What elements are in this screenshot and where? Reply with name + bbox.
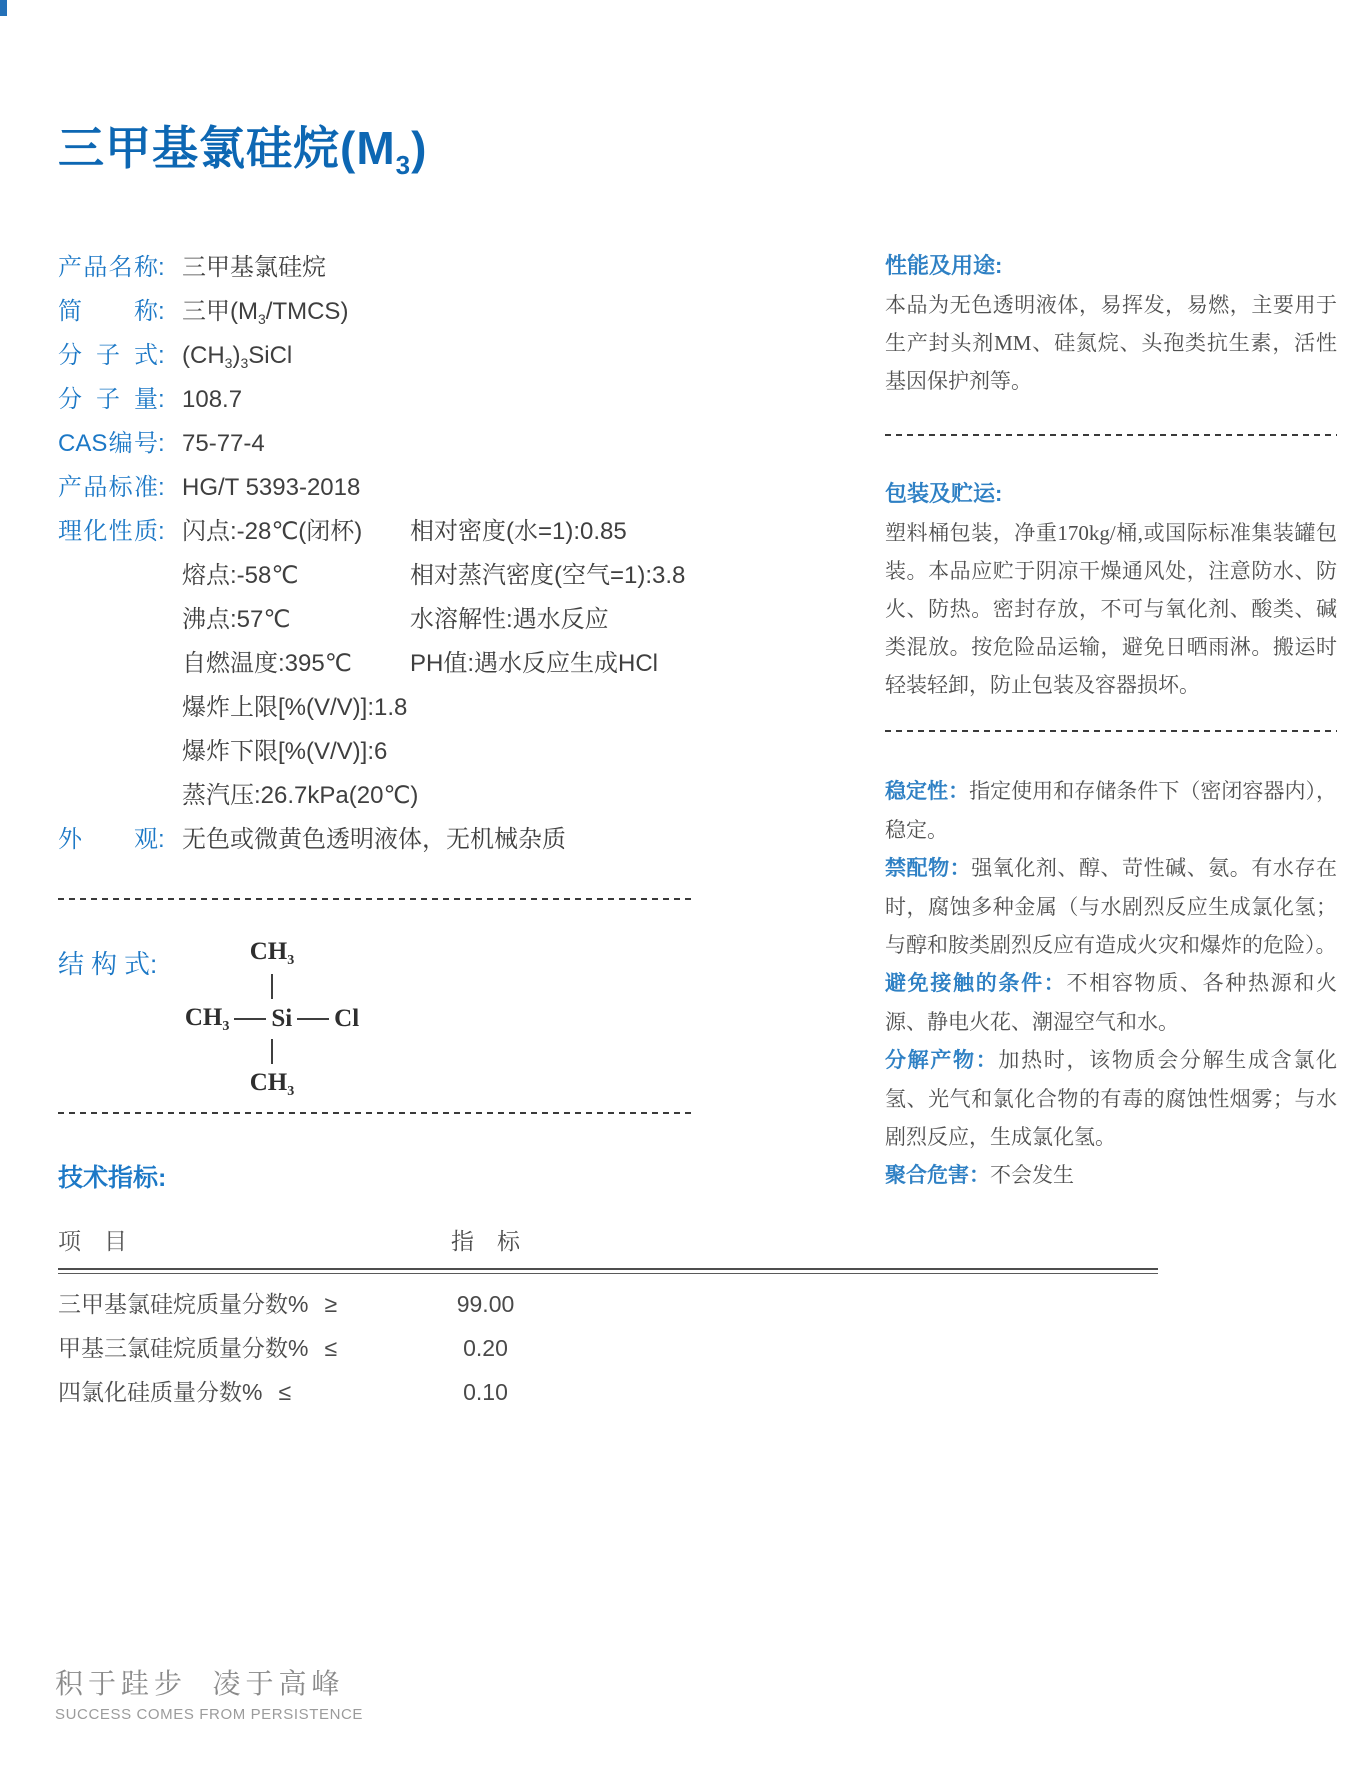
phys-cell: 熔点:-58℃ — [182, 562, 299, 589]
field-value: 三甲$(M_3/TMCS)$ — [182, 298, 349, 327]
spec-table — [58, 1224, 1158, 1414]
section-body: 本品为无色透明液体，易挥发，易燃，主要用于生产封头剂MM、硅氮烷、头孢类抗生素，活性基因保护剂等。 — [885, 293, 1337, 393]
phys-row — [58, 554, 778, 598]
field-label: 分子量: — [58, 386, 165, 413]
paragraph-text: 不相容物质、各种热源和火源、静电火花、潮湿空气和水。 — [885, 971, 1338, 1034]
info-row-formula — [58, 334, 778, 378]
section-packing-storage — [885, 474, 1337, 704]
page-title-main: 三甲基氯硅烷(M — [58, 122, 396, 174]
dashed-divider — [885, 434, 1337, 436]
field-label: 简称: — [58, 298, 165, 325]
table-row — [58, 1370, 1158, 1414]
spec-value: 0.20 — [463, 1335, 508, 1361]
phys-cell: 蒸汽压:26.7kPa(20℃) — [182, 782, 419, 809]
phys-cell: PH值:遇水反应生成HCl — [410, 650, 659, 677]
phys-row — [58, 598, 778, 642]
field-value: 三甲基氯硅烷 — [182, 254, 326, 281]
phys-cell: 相对蒸汽密度(空气=1):3.8 — [410, 562, 686, 589]
methyl-group-bottom: $CH_3$ — [249, 1069, 295, 1099]
phys-cell: 相对密度(水=1):0.85 — [410, 518, 627, 545]
spec-table-body — [58, 1282, 1158, 1414]
field-label: 理化性质: — [58, 518, 165, 545]
corner-mark — [0, 0, 7, 16]
paragraph-lead: 分解产物： — [885, 1049, 999, 1072]
page-title-subscript: 3 — [395, 150, 412, 180]
polymerization-hazard-paragraph — [885, 1156, 1337, 1195]
conditions-to-avoid-paragraph — [885, 964, 1337, 1041]
page-title-close: ) — [411, 122, 428, 174]
section-heading: 包装及贮运: — [885, 481, 1003, 506]
info-row-product-name — [58, 246, 778, 290]
phys-cell: 自燃温度:395℃ — [182, 650, 352, 677]
phys-row — [58, 686, 778, 730]
structure-heading: 结构式: — [58, 949, 158, 979]
field-label: 产品标准: — [58, 474, 165, 501]
footer — [55, 1662, 363, 1723]
phys-row — [58, 730, 778, 774]
bond-line-horizontal — [234, 1018, 266, 1020]
incompatibilities-paragraph — [885, 849, 1337, 964]
field-value: 无色或微黄色透明液体，无机械杂质 — [182, 826, 566, 853]
dashed-divider — [885, 730, 1337, 732]
methyl-group-left: $CH_3$ — [184, 1003, 230, 1034]
silicon-atom: Si — [271, 1005, 293, 1032]
spec-operator: ≤ — [278, 1379, 292, 1405]
structure-mid-row — [185, 1004, 359, 1034]
spec-table-header — [58, 1224, 1158, 1258]
bond-line-vertical — [271, 1039, 273, 1064]
spec-operator: ≥ — [324, 1291, 338, 1317]
bond-line-vertical — [271, 974, 273, 999]
spec-value: 0.10 — [463, 1379, 508, 1405]
spec-operator: ≤ — [324, 1335, 338, 1361]
info-row-standard — [58, 466, 778, 510]
paragraph-text: 强氧化剂、醇、苛性碱、氨。有水存在时，腐蚀多种金属（与水剧烈反应生成氯化氢；与醇和胺类剧烈反应有造成火灾和爆炸的危险）。 — [885, 856, 1338, 957]
paragraph-lead: 禁配物： — [885, 857, 972, 880]
bond-line-horizontal — [297, 1018, 329, 1020]
dashed-divider — [58, 898, 694, 900]
column-header-item: 项 目 — [58, 1228, 127, 1254]
section-heading: 性能及用途: — [885, 253, 1003, 278]
section-stability-block — [885, 772, 1337, 1195]
field-label: 分子式: — [58, 342, 165, 369]
page-title — [58, 112, 427, 181]
section-body: 塑料桶包装，净重170kg/桶,或国际标准集装罐包装。本品应贮于阴凉干燥通风处，注意防水、防火、防热。密封存放，不可与氧化剂、酸类、碱类混放。按危险品运输，避免日晒雨淋。搬运时轻装轻卸，防止包装及容器损坏。 — [885, 521, 1337, 697]
column-header-value: 指 标 — [451, 1228, 520, 1254]
field-value: HG/T 5393-2018 — [182, 474, 361, 501]
phys-cell: 沸点:57℃ — [182, 606, 291, 633]
paragraph-lead: 聚合危害： — [885, 1164, 990, 1187]
spec-value: 99.00 — [456, 1291, 515, 1317]
info-row-mol-weight — [58, 378, 778, 422]
phys-row — [58, 510, 778, 554]
stability-paragraph — [885, 772, 1337, 849]
info-row-appearance — [58, 818, 778, 862]
chlorine-atom: Cl — [334, 1005, 360, 1032]
dashed-divider — [58, 1112, 694, 1114]
phys-cell: 爆炸上限[%(V/V)]:1.8 — [182, 694, 408, 721]
info-row-cas — [58, 422, 778, 466]
spec-item: 四氯化硅质量分数% — [58, 1379, 263, 1405]
footer-slogan-en: SUCCESS COMES FROM PERSISTENCE — [55, 1706, 364, 1723]
paragraph-text: 加热时，该物质会分解生成含氯化氢、光气和氯化合物的有毒的腐蚀性烟雾；与水剧烈反应，生成氯化氢。 — [885, 1048, 1337, 1149]
phys-cell: 闪点:-28℃(闭杯) — [182, 518, 363, 545]
phys-cell: 水溶解性:遇水反应 — [410, 606, 609, 633]
methyl-group-top: $CH_3$ — [249, 938, 295, 968]
product-info — [58, 246, 778, 862]
phys-cell: 爆炸下限[%(V/V)]:6 — [182, 738, 388, 765]
footer-slogan-cn: 积于跬步 凌于高峰 — [55, 1668, 345, 1699]
field-label: CAS编号: — [58, 430, 165, 457]
phys-row — [58, 774, 778, 818]
paragraph-lead: 稳定性： — [885, 780, 970, 803]
spec-item: 甲基三氯硅烷质量分数% — [58, 1335, 309, 1361]
info-row-short-name — [58, 290, 778, 334]
paragraph-text: 不会发生 — [990, 1163, 1074, 1187]
section-performance-uses — [885, 246, 1337, 400]
table-row — [58, 1326, 1158, 1370]
field-value: $(CH_3)_3SiCl$ — [182, 342, 293, 371]
spec-item: 三甲基氯硅烷质量分数% — [58, 1291, 309, 1317]
structure-diagram — [182, 938, 362, 1100]
field-value: 75-77-4 — [182, 430, 265, 457]
field-label: 外观: — [58, 826, 165, 853]
field-value: 108.7 — [182, 386, 243, 413]
decomposition-products-paragraph — [885, 1041, 1337, 1156]
phys-row — [58, 642, 778, 686]
field-label: 产品名称: — [58, 254, 165, 281]
paragraph-lead: 避免接触的条件： — [885, 972, 1067, 995]
paragraph-text: 指定使用和存储条件下（密闭容器内），稳定。 — [885, 779, 1338, 842]
tech-indicators-heading: 技术指标: — [58, 1164, 167, 1192]
table-double-rule — [58, 1268, 1158, 1274]
table-row — [58, 1282, 1158, 1326]
